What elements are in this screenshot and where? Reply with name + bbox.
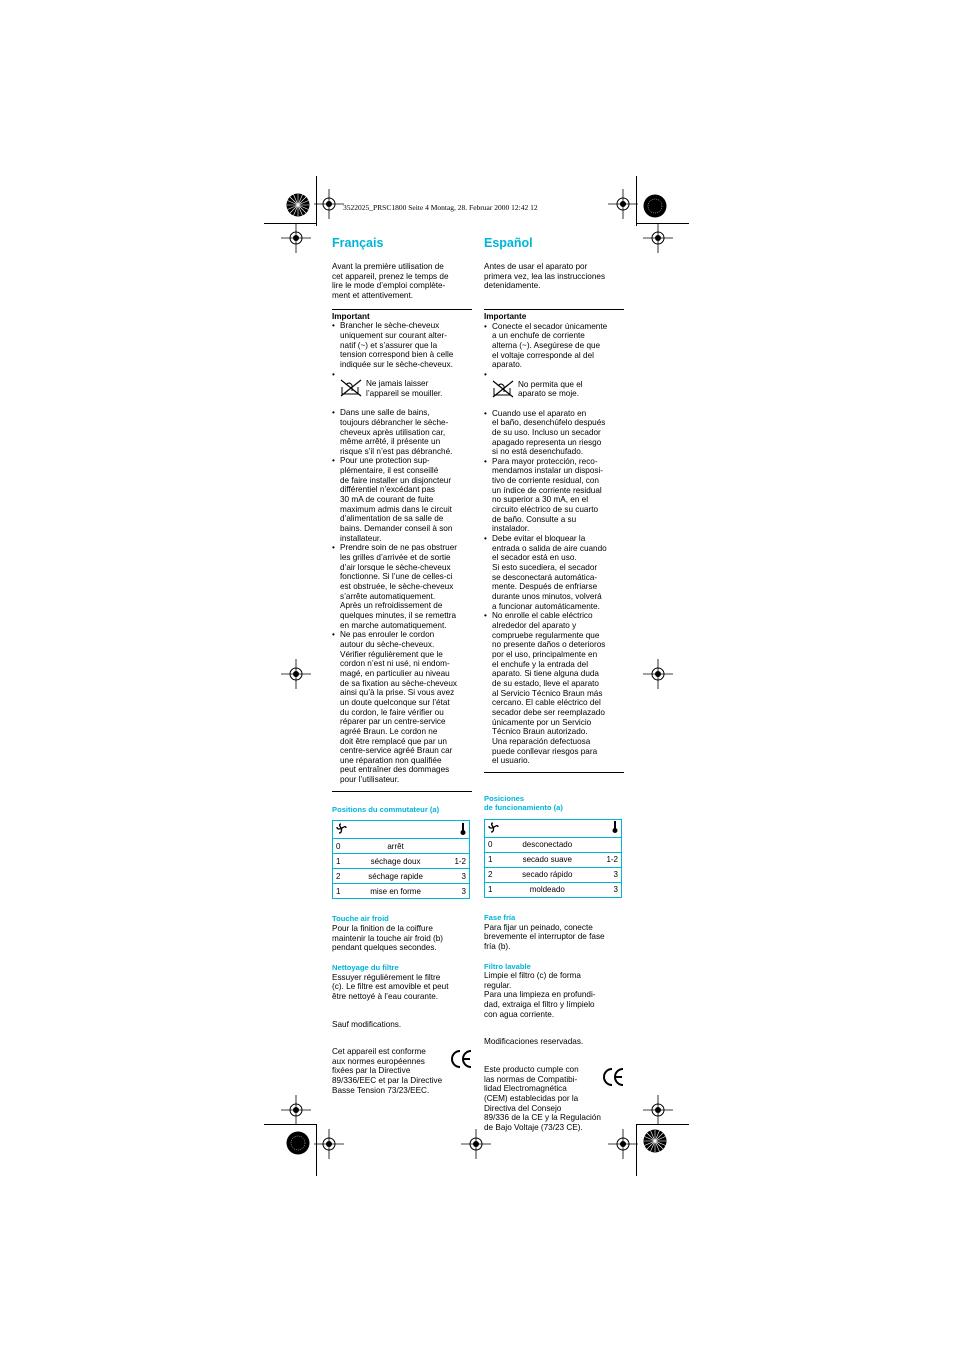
registration-mark-icon [281,1095,311,1125]
table-row: 2 secado rápido 3 [485,868,622,883]
positions-title: Positions du commutateur (a) [332,804,440,814]
table-row: 1 moldeado 3 [485,883,622,898]
conformity-text: Cet appareil est conforme aux normes européennes fixées par la Directive 89/336/EEC et par la Directive Basse Tension 73/23/EEC. [332,1047,443,1095]
registration-mark-icon [643,223,673,253]
ce-mark-icon [450,1049,472,1069]
cold-air-title: Touche air froid [332,914,389,924]
registration-mark-icon [643,1095,673,1125]
registration-mark-icon [643,659,673,689]
cold-air-text: Pour la finition de la coiffure maintenir la touche air froid (b) pendant quelques secondes. [332,923,444,953]
cold-air-title: Fase fría [484,913,516,922]
color-bar-icon [286,1131,310,1155]
modifications-note: Sauf modifications. [332,1019,402,1029]
registration-mark-icon [608,189,638,219]
column-spanish [484,236,624,1133]
table-row: 1 séchage doux 1-2 [333,854,470,869]
important-heading: Important [332,311,370,321]
conformity-block [484,1065,624,1133]
list-item: • Debe evitar el bloquear la entrada o salida de aire cuando el secador está en uso. Si esto sucediera, el secador se desconectará automática- mente. Después de enfriarse durante unos minutos, volverá a funcionar automáticamente. [484,534,624,611]
temp-cell [592,820,621,838]
table-row: 0 arrêt [333,839,470,854]
list-item: • Cuando use el aparato en el baño, desenchúfelo después de su uso. Incluso un secador apagado representa un riesgo si no está desenchufado. [484,409,624,457]
registration-mark-icon [281,659,311,689]
list-item: • Conecte el secador únicamente a un enchufe de corriente alterna (~). Asegúrese de que el voltaje corresponde al del aparato. [484,322,624,370]
wet-warning: • Ne jamais laisser l’appareil se mouiller. [366,379,443,398]
fan-cell [485,820,593,838]
conformity-text: Este producto cumple con las normas de Compatibi- lidad Electromagnética (CEM) establecidas por la Directiva del Consejo 89/336 de la CE y la Regulación de Bajo Voltaje (73/23 CE). [484,1065,601,1133]
intro-text: Antes de usar el aparato por primera vez, lea las instrucciones detenidamente. [484,262,606,291]
settings-table [484,819,622,898]
safety-list [484,322,624,766]
print-header: 3522025_PRSC1800 Seite 4 Montag, 28. Februar 2000 12:42 12 [343,203,538,212]
list-item: • Pour une protection sup- plémentaire, il est conseillé de faire installer un disjoncteur différentiel n’excédant pas 30 mA de courant de fuite maximum admis dans le circuit d’alimentation de sa salle de bains. Demander conseil à son installateur. [332,456,472,543]
registration-mark-icon [314,1129,344,1159]
important-heading: Importante [484,311,527,321]
no-water-icon [340,379,362,397]
table-row: 0 desconectado [485,838,622,853]
divider [484,772,624,773]
list-item: • Brancher le sèche-cheveux uniquement sur courant alter- natif (~) et s’assurer que la tension correspond bien à celle indiquée sur le sèche-cheveux. [332,321,472,369]
color-bar-icon [643,1129,667,1153]
intro-text: Avant la première utilisation de cet appareil, prenez le temps de lire le mode d’emploi complète- ment et attentivement. [332,262,449,300]
filter-text: Limpie el filtro (c) de forma regular. Para una limpieza en profundi- dad, extraiga el filtro y límpielo con agua corriente. [484,971,596,1019]
list-item: • Dans une salle de bains, toujours débrancher le sèche- cheveux après utilisation car, même arrêté, il présente un risque s’il n’est pas débranché. [332,408,472,456]
cold-air-text: Para fijar un peinado, conecte brevemente el interruptor de fase fría (b). [484,922,605,951]
column-french [332,236,472,1095]
list-item: • No enrolle el cable eléctrico alrededor del aparato y compruebe regularmente que no presente daños o deterioros por el uso, principalmente en el enchufe y la entrada del aparato. Si tiene alguna duda de su estado, lleve el aparato al Servicio Técnico Braun más cercano. El cable eléctrico del secador debe ser reemplazado únicamente por un Servicio Técnico Braun autorizado. Una reparación defectuosa puede conllevar riesgos para el usuario. [484,611,624,766]
registration-mark-icon [314,189,344,219]
divider [332,309,472,310]
registration-mark-icon [608,1129,638,1159]
registration-mark-icon [281,223,311,253]
color-bar-icon [286,193,310,217]
section-title: Español [484,236,533,250]
registration-mark-icon [461,1129,491,1159]
filter-title: Filtro lavable [484,961,531,971]
section-title: Français [332,236,384,250]
list-item [332,370,472,409]
filter-text: Essuyer régulièrement le filtre (c). Le filtre est amovible et peut être nettoyé à l’eau courante. [332,972,449,1001]
fan-icon [488,822,499,833]
conformity-block [332,1047,472,1095]
thermometer-icon [612,821,618,833]
no-water-icon [492,380,514,398]
divider [484,309,624,310]
table-row: 1 mise en forme 3 [333,884,470,899]
fan-icon [336,823,347,834]
list-item [484,370,624,409]
positions-title: Posiciones de funcionamiento (a) [484,793,563,813]
list-item: • Ne pas enrouler le cordon autour du sèche-cheveux. Vérifier régulièrement que le cordon n’est ni usé, ni endom- magé, en particulier au niveau de sa fixation au sèche-cheveux ainsi qu’à la prise. Si vous avez un doute quelconque sur l’état du cordon, le faire vérifier ou réparer par un centre-service agréé Braun. Le cordon ne doit être remplacé que par un centre-service agréé Braun car une réparation non qualifiée peut entraîner des dommages pour l’utilisateur. [332,630,472,785]
settings-table [332,820,470,899]
table-row: 1 secado suave 1-2 [485,853,622,868]
fan-cell [333,821,442,839]
temp-cell [442,821,470,839]
table-row: 2 séchage rapide 3 [333,869,470,884]
divider [332,791,472,792]
filter-title: Nettoyage du filtre [332,962,399,972]
list-item: • Para mayor protección, reco- mendamos instalar un disposi- tivo de corriente residual, con un índice de corriente residual no superior a 30 mA, en el circuito eléctrico de su cuarto de baño. Consulte a su instalador. [484,457,624,534]
list-item: • Prendre soin de ne pas obstruer les grilles d’arrivée et de sortie d’air lorsque le sèche-cheveux fonctionne. Si l’une de celles-ci est obstruée, le sèche-cheveux s’arrête automatiquement. Après un refroidissement de quelques minutes, il se remettra en marche automatiquement. [332,543,472,630]
thermometer-icon [460,823,466,835]
modifications-note: Modificaciones reservadas. [484,1037,584,1047]
ce-mark-icon [602,1067,624,1087]
color-bar-icon [643,194,667,218]
wet-warning: • No permita que el aparato se moje. [518,379,583,399]
safety-list [332,321,472,785]
